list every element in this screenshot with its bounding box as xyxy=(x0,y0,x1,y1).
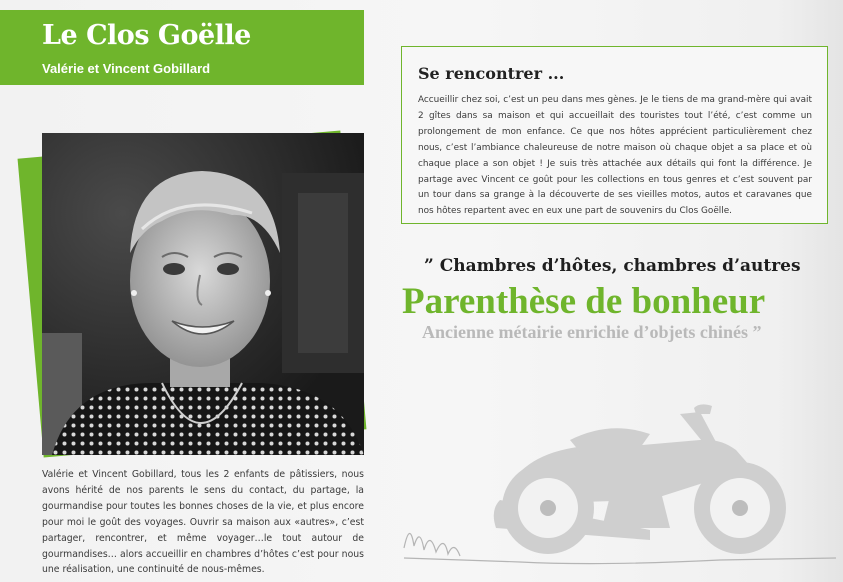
meet-title: Se rencontrer ... xyxy=(418,64,565,83)
meet-box xyxy=(401,46,828,224)
motorcycle-silhouette-icon xyxy=(400,400,840,582)
quote-headline: Parenthèse de bonheur xyxy=(402,281,766,322)
intro-paragraph: Valérie et Vincent Gobillard, tous les 2 enfants de pâtissiers, nous avons hérité de nos parents le sens du contact, du partage, la gourmandise pour toutes les bonnes choses de la vie, et plus encore pour moi le goût des voyages. Ouvrir sa maison aux «autres», c’est partager, rencontrer, et même voyager…le tout autour de gourmandises… alors accueillir en chambres d’hôtes c’est pour nous une réalisation, une continuité de nous-mêmes. xyxy=(42,469,364,576)
page-subtitle: Valérie et Vincent Gobillard xyxy=(42,61,211,76)
quote-line-1: ” Chambres d’hôtes, chambres d’autres xyxy=(424,256,801,276)
page-title: Le Clos Goëlle xyxy=(42,20,251,51)
portrait-photo-icon xyxy=(42,133,364,455)
meet-body: Accueillir chez soi, c’est un peu dans mes gènes. Je le tiens de ma grand-mère qui avait 2 gîtes dans sa maison et qui accueillait des touristes tout l’été, c’est comme un prolongement de mon enfance. Ce que nos hôtes apprécient particulièrement chez nous, c’est l’ambiance chaleureuse de notre maison où chaque objet a sa place et où chaque place a son objet ! Je suis très attachée aux détails qui font la différence. Je partage avec Vincent ce goût pour les collections en tous genres et c’est souvent par un tour dans sa grange à la découverte de ses vieilles motos, autos et caravanes que nos hôtes repartent avec en eux une part de souvenirs du Clos Goëlle. xyxy=(418,95,812,217)
quote-line-3: Ancienne métairie enrichie d’objets chinés ” xyxy=(422,322,762,342)
portrait-photo xyxy=(42,133,364,455)
